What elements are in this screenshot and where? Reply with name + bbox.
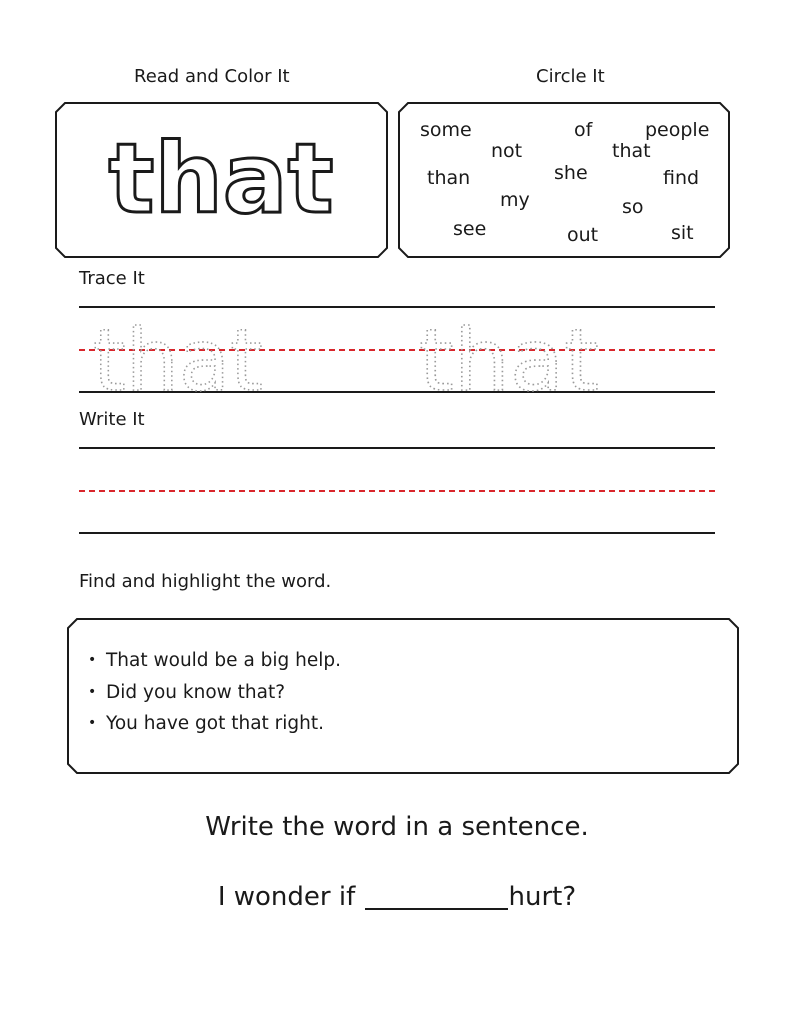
outline-word[interactable]: that: [108, 123, 334, 235]
sentence-text[interactable]: Did you know that?: [106, 681, 286, 703]
circle-word-see[interactable]: see: [453, 218, 487, 240]
circle-word-than[interactable]: than: [427, 167, 471, 189]
circle-word-sit[interactable]: sit: [671, 222, 694, 244]
trace-word-1[interactable]: that: [93, 311, 263, 395]
bullet: •: [88, 715, 97, 731]
trace-it-title: Trace It: [79, 268, 145, 289]
answer-blank[interactable]: [365, 882, 508, 910]
sentence-item: [88, 708, 341, 740]
prompt-after: hurt?: [508, 882, 577, 912]
trace-top-line: [79, 306, 715, 308]
circle-it-title: Circle It: [536, 66, 605, 87]
sentence-prompt: [0, 882, 794, 912]
circle-word-find[interactable]: find: [663, 167, 700, 189]
read-color-title: Read and Color It: [134, 66, 290, 87]
write-it-title: Write It: [79, 409, 145, 430]
trace-words: [79, 310, 715, 395]
sentence-list: [88, 645, 341, 740]
write-sentence-title: Write the word in a sentence.: [205, 812, 589, 842]
circle-word-so[interactable]: so: [622, 196, 644, 218]
circle-word-some[interactable]: some: [420, 119, 472, 141]
write-base-line: [79, 532, 715, 534]
write-mid-line: [79, 490, 715, 492]
circle-word-out[interactable]: out: [567, 224, 599, 246]
circle-word-not[interactable]: not: [491, 140, 523, 162]
circle-word-of[interactable]: of: [574, 119, 593, 141]
prompt-before: I wonder if: [217, 882, 356, 912]
write-top-line[interactable]: [79, 447, 715, 449]
find-highlight-title: Find and highlight the word.: [79, 571, 332, 592]
read-color-box: [55, 102, 388, 258]
sentence-text[interactable]: That would be a big help.: [106, 650, 342, 671]
trace-word-2[interactable]: that: [419, 311, 599, 395]
sentence-item: [88, 677, 341, 709]
circle-it-box: [398, 102, 730, 258]
circle-word-my[interactable]: my: [500, 189, 530, 211]
bullet: •: [88, 652, 97, 668]
sentence-item: [88, 645, 341, 677]
circle-word-that[interactable]: that: [612, 140, 651, 162]
circle-word-people[interactable]: people: [645, 119, 710, 141]
sentence-text[interactable]: You have got that right.: [106, 713, 325, 734]
circle-word-she[interactable]: she: [554, 162, 588, 184]
bullet: •: [88, 683, 97, 700]
